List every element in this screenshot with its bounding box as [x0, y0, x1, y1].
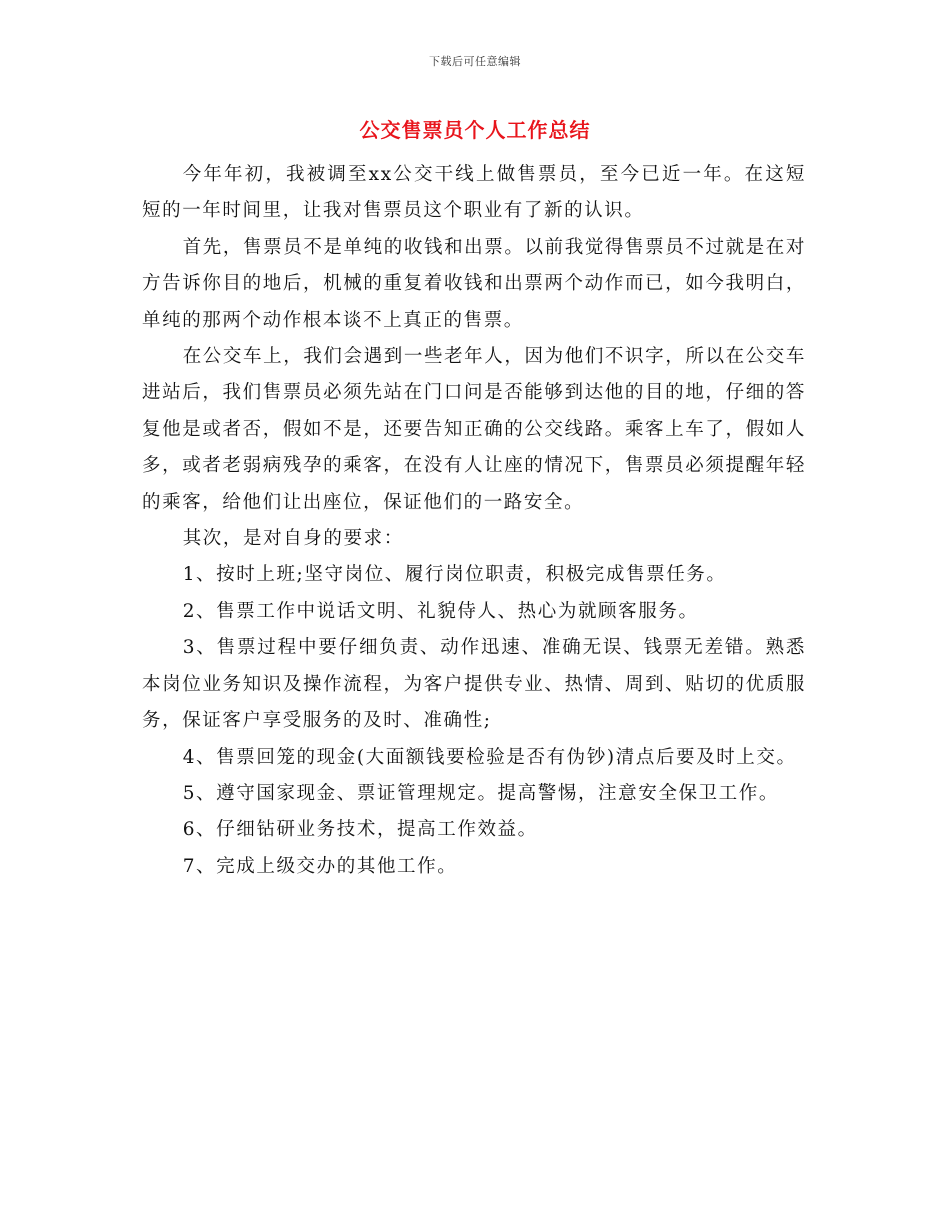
document-title: 公交售票员个人工作总结 — [359, 118, 591, 142]
list-item-1: 1、按时上班;坚守岗位、履行岗位职责，积极完成售票任务。 — [182, 564, 727, 586]
paragraph-intro: 今年年初，我被调至xx公交干线上做售票员，至今已近一年。在这短短的一年时间里，让我对售票员这个职业有了新的认识。 — [142, 164, 806, 222]
paragraph-requirements-heading: 其次，是对自身的要求： — [182, 528, 404, 550]
list-item-6: 6、仔细钻研业务技术，提高工作效益。 — [182, 819, 538, 841]
list-item-5: 5、遵守国家现金、票证管理规定。提高警惕，注意安全保卫工作。 — [182, 782, 779, 804]
paragraph-first: 首先，售票员不是单纯的收钱和出票。以前我觉得售票员不过就是在对方告诉你目的地后，机械的重复着收钱和出票两个动作而已，如今我明白，单纯的那两个动作根本谈不上真正的售票。 — [142, 236, 806, 331]
list-item-3: 3、售票过程中要仔细负责、动作迅速、准确无误、钱票无差错。熟悉本岗位业务知识及操作流程，为客户提供专业、热情、周到、贴切的优质服务，保证客户享受服务的及时、准确性; — [142, 637, 806, 732]
page-header-note: 下载后可任意编辑 — [429, 55, 521, 68]
list-item-2: 2、售票工作中说话文明、礼貌侍人、热心为就顾客服务。 — [182, 600, 699, 622]
list-item-4: 4、售票回笼的现金(大面额钱要检验是否有伪钞)清点后要及时上交。 — [182, 746, 797, 768]
document-body — [142, 157, 806, 885]
paragraph-elderly-passengers: 在公交车上，我们会遇到一些老年人，因为他们不识字，所以在公交车进站后，我们售票员必须先站在门口问是否能够到达他的目的地，仔细的答复他是或者否，假如不是，还要告知正确的公交线路。乘客上车了，假如人多，或者老弱病残孕的乘客，在没有人让座的情况下，售票员必须提醒年轻的乘客，给他们让出座位，保证他们的一路安全。 — [142, 346, 806, 513]
list-item-7: 7、完成上级交办的其他工作。 — [182, 855, 458, 877]
